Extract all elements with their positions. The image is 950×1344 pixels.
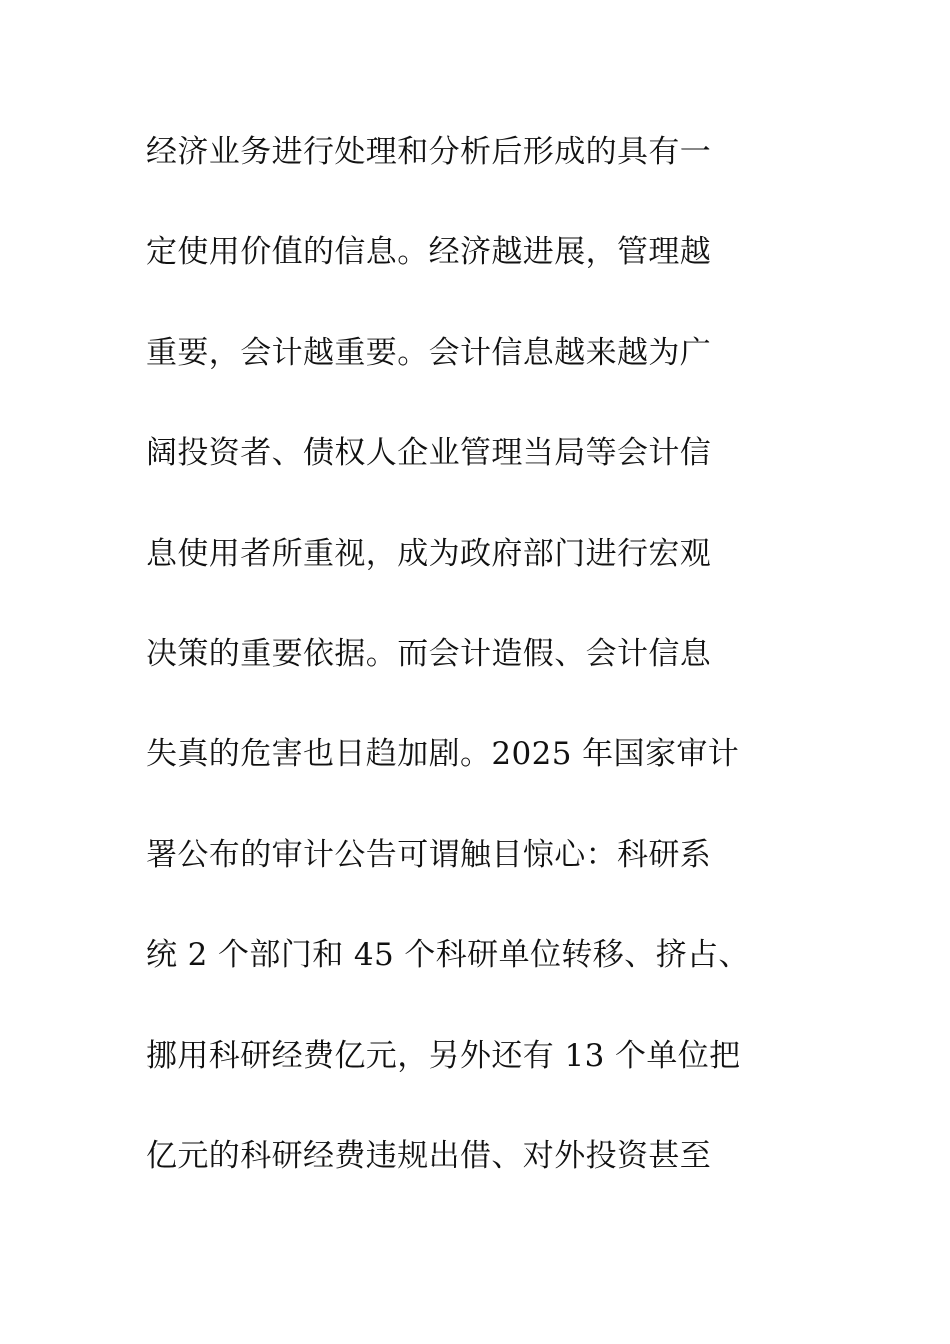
text-line-10: 挪用科研经费亿元，另外还有 13 个单位把 [146, 1037, 741, 1074]
text-line-6: 决策的重要依据。而会计造假、会计信息 [146, 635, 712, 672]
text-line-5: 息使用者所重视，成为政府部门进行宏观 [146, 535, 712, 572]
text-line-8: 署公布的审计公告可谓触目惊心：科研系 [146, 836, 712, 873]
text-line-4: 阔投资者、债权人企业管理当局等会计信 [146, 435, 712, 472]
text-line-11: 亿元的科研经费违规出借、对外投资甚至 [146, 1137, 712, 1174]
text-line-7: 失真的危害也日趋加剧。2025 年国家审计 [146, 736, 740, 773]
body-text [146, 126, 846, 1230]
text-line-3: 重要，会计越重要。会计信息越来越为广 [146, 334, 712, 371]
text-line-2: 定使用价值的信息。经济越进展，管理越 [146, 234, 712, 271]
text-line-9: 统 2 个部门和 45 个科研单位转移、挤占、 [146, 937, 750, 974]
text-line-1: 经济业务进行处理和分析后形成的具有一 [146, 134, 712, 170]
